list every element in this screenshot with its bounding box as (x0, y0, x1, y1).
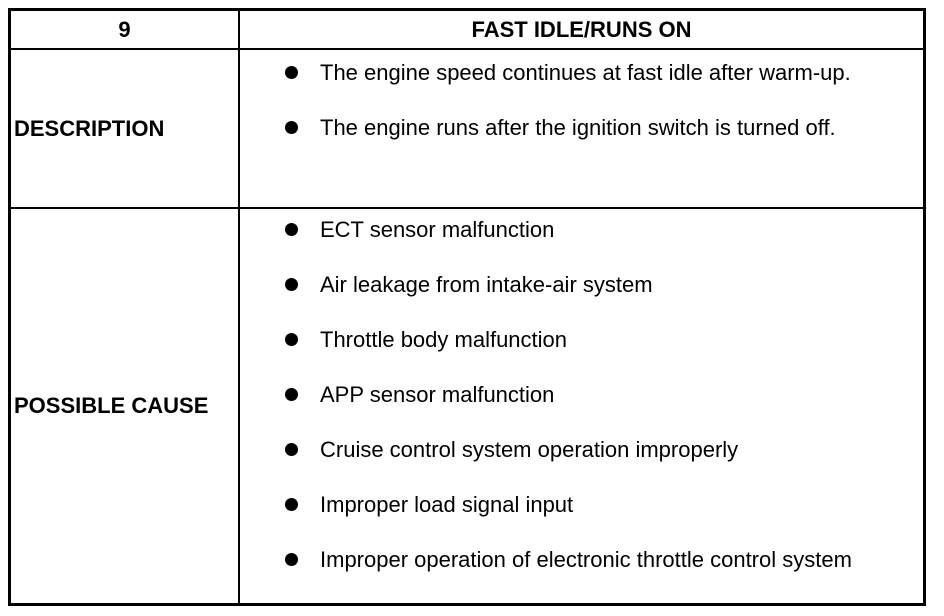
bullet-icon (285, 278, 298, 291)
cause-item-text: Improper load signal input (320, 492, 574, 517)
description-list (240, 58, 923, 142)
cause-item-text: APP sensor malfunction (320, 382, 555, 407)
description-content (240, 50, 923, 207)
troubleshooting-table (8, 8, 926, 606)
list-item (240, 380, 923, 409)
bullet-icon (285, 66, 298, 79)
possible-cause-list (240, 215, 923, 574)
bullet-icon (285, 121, 298, 134)
description-item-text: The engine speed continues at fast idle after warm-up. (320, 60, 851, 85)
list-item (240, 113, 923, 142)
description-label: DESCRIPTION (14, 115, 165, 141)
bullet-icon (285, 223, 298, 236)
list-item (240, 325, 923, 354)
list-item (240, 270, 923, 299)
list-item (240, 215, 923, 244)
cause-item-text: Cruise control system operation improperly (320, 437, 739, 462)
list-item (240, 545, 923, 574)
bullet-icon (285, 498, 298, 511)
cause-item-text: ECT sensor malfunction (320, 217, 555, 242)
cause-item-text: Air leakage from intake-air system (320, 272, 653, 297)
symptom-number: 9 (118, 16, 131, 42)
cause-item-text: Throttle body malfunction (320, 327, 568, 352)
symptom-title: FAST IDLE/RUNS ON (471, 16, 692, 42)
possible-cause-label: POSSIBLE CAUSE (14, 393, 209, 418)
list-item (240, 490, 923, 519)
possible-cause-content (240, 209, 923, 603)
list-item (240, 58, 923, 87)
cause-item-text: Improper operation of electronic throttle control system (320, 547, 852, 572)
bullet-icon (285, 388, 298, 401)
bullet-icon (285, 333, 298, 346)
bullet-icon (285, 553, 298, 566)
bullet-icon (285, 443, 298, 456)
list-item (240, 435, 923, 464)
description-item-text: The engine runs after the ignition switch is turned off. (320, 115, 836, 140)
